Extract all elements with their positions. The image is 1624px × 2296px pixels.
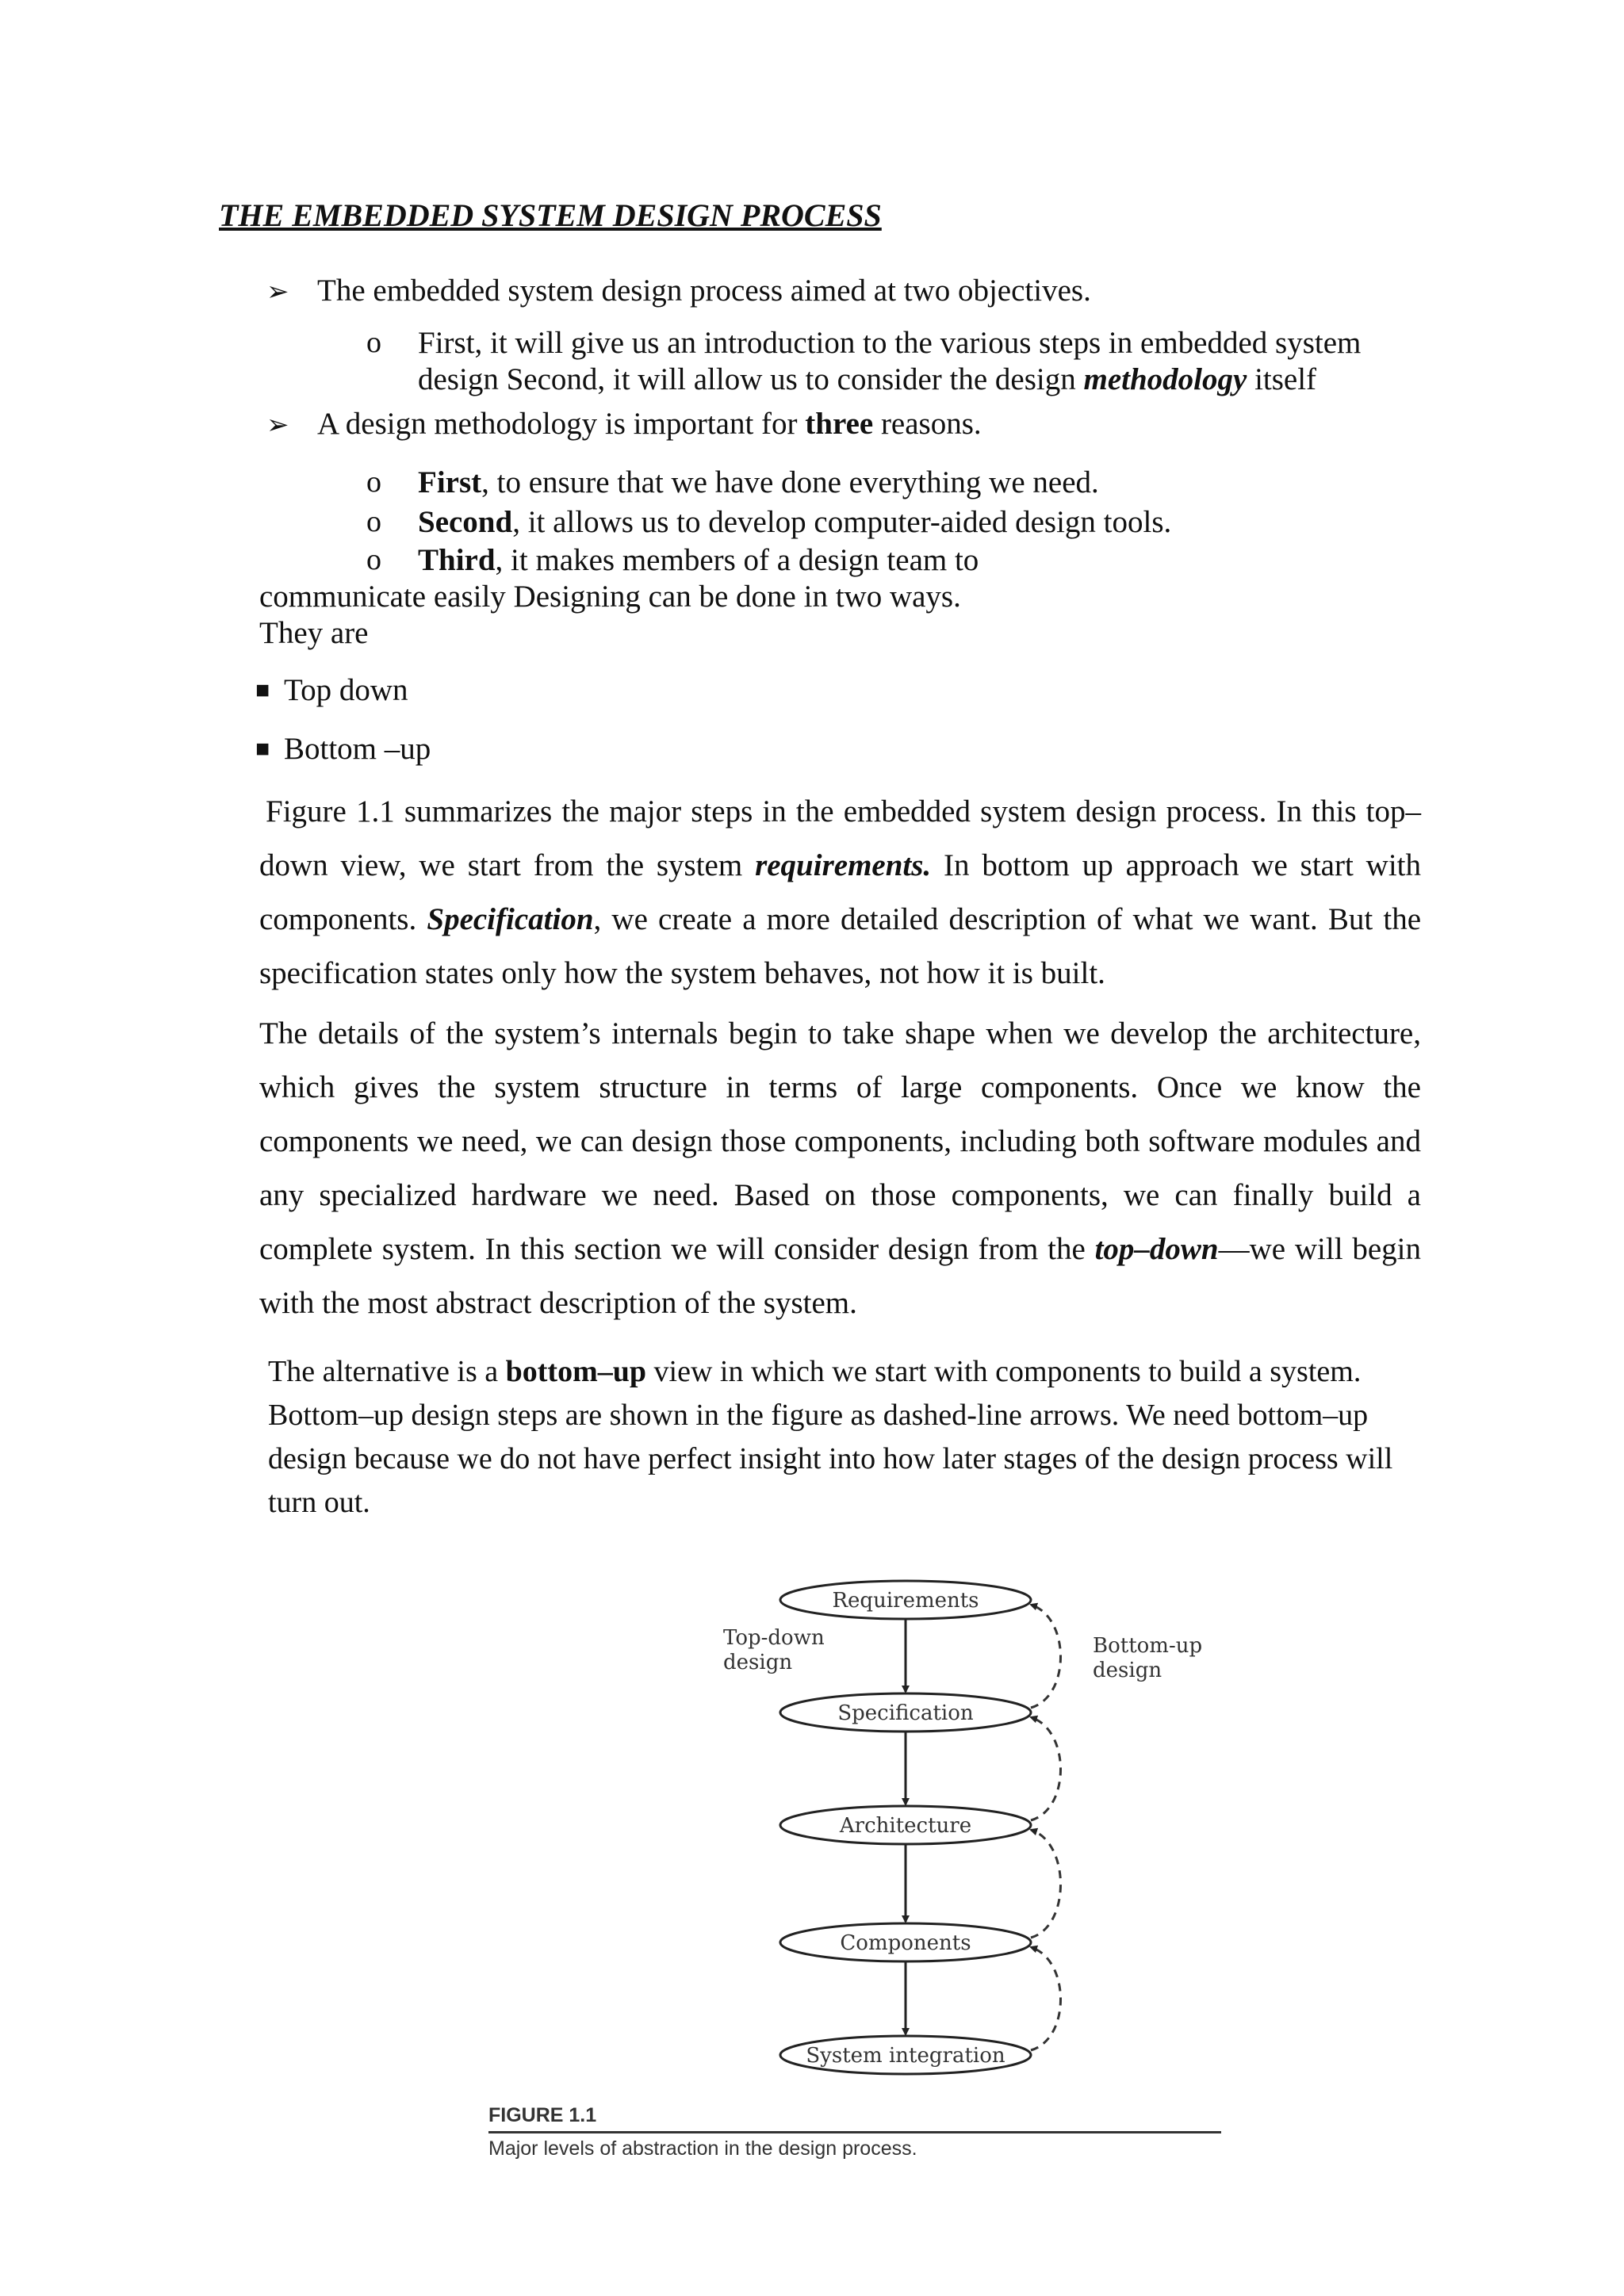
way-bottom-up: Bottom –up bbox=[284, 732, 431, 766]
bottomup-arrow bbox=[1031, 1605, 1061, 1708]
square-bullet-icon: ■ bbox=[255, 736, 270, 762]
bullet-methodology: A design methodology is important for three reasons. bbox=[317, 407, 982, 441]
node-requirements-label: Requirements bbox=[832, 1589, 979, 1613]
reason-third: Third, it makes members of a design team to bbox=[418, 543, 979, 577]
figure-caption-text: Major levels of abstraction in the design process. bbox=[488, 2137, 917, 2160]
arrow-bullet-icon: ➢ bbox=[266, 277, 289, 307]
topdown-label-line1: Top-down bbox=[723, 1626, 825, 1650]
bullet-objectives: The embedded system design process aimed at two objectives. bbox=[317, 274, 1091, 308]
page-title: THE EMBEDDED SYSTEM DESIGN PROCESS bbox=[219, 197, 882, 233]
square-bullet-icon: ■ bbox=[255, 677, 270, 703]
node-system-integration-label: System integration bbox=[806, 2044, 1005, 2068]
bottomup-arrow bbox=[1031, 1830, 1061, 1938]
o-bullet-icon: o bbox=[366, 505, 381, 538]
bottomup-label-line2: design bbox=[1093, 1659, 1162, 1682]
figure-caption-label: FIGURE 1.1 bbox=[488, 2104, 597, 2126]
caption-divider bbox=[488, 2131, 1221, 2133]
bottomup-label-line1: Bottom-up bbox=[1093, 1634, 1203, 1658]
node-specification-label: Specification bbox=[837, 1701, 974, 1725]
o-bullet-icon: o bbox=[366, 326, 381, 359]
bottomup-arrow bbox=[1031, 1717, 1061, 1820]
way-top-down: Top down bbox=[284, 673, 408, 707]
reason-third-continued: communicate easily Designing can be done in two ways. bbox=[259, 580, 961, 614]
they-are-label: They are bbox=[259, 616, 369, 650]
paragraph-architecture: The details of the system’s internals begin to take shape when we develop the architecture, which gives the system structure in terms of large components. Once we know the components we need, we can design those components, including both software modules and any specialized hardware we need. Based on those components, we can finally build a complete system. In this section we will consider design from the top–down—we will begin with the most abstract description of the system. bbox=[259, 1016, 1421, 1320]
methodology-emphasis: methodology bbox=[1083, 362, 1247, 396]
bottomup-arrow bbox=[1031, 1947, 1061, 2050]
node-components-label: Components bbox=[840, 1931, 971, 1955]
o-bullet-icon: o bbox=[366, 465, 381, 499]
reason-first: First, to ensure that we have done everything we need. bbox=[418, 465, 1099, 499]
paragraph-bottom-up: The alternative is a bottom–up view in which we start with components to build a system. Bottom–up design steps are shown in the figure as dashed-line arrows. We need bottom–up design because we do not have perfect insight into how later stages of the design process will turn out. bbox=[268, 1355, 1393, 1519]
o-bullet-icon: o bbox=[366, 543, 381, 576]
paragraph-figure-summary: Figure 1.1 summarizes the major steps in the embedded system design process. In this top–down view, we start from the system requirements. In bottom up approach we start with components. Specification, we create a more detailed description of what we want. But the specification states only how the system behaves, not how it is built. bbox=[259, 794, 1422, 990]
design-process-diagram bbox=[698, 1562, 1253, 2180]
reason-second: Second, it allows us to develop computer-aided design tools. bbox=[418, 505, 1172, 539]
topdown-label-line2: design bbox=[723, 1651, 793, 1674]
node-architecture-label: Architecture bbox=[839, 1814, 972, 1838]
arrow-bullet-icon: ➢ bbox=[266, 411, 289, 440]
sub-bullet-first-line2: design Second, it will allow us to consider the design methodology itself bbox=[418, 362, 1317, 396]
sub-bullet-first-line1: First, it will give us an introduction to the various steps in embedded system bbox=[418, 326, 1362, 360]
